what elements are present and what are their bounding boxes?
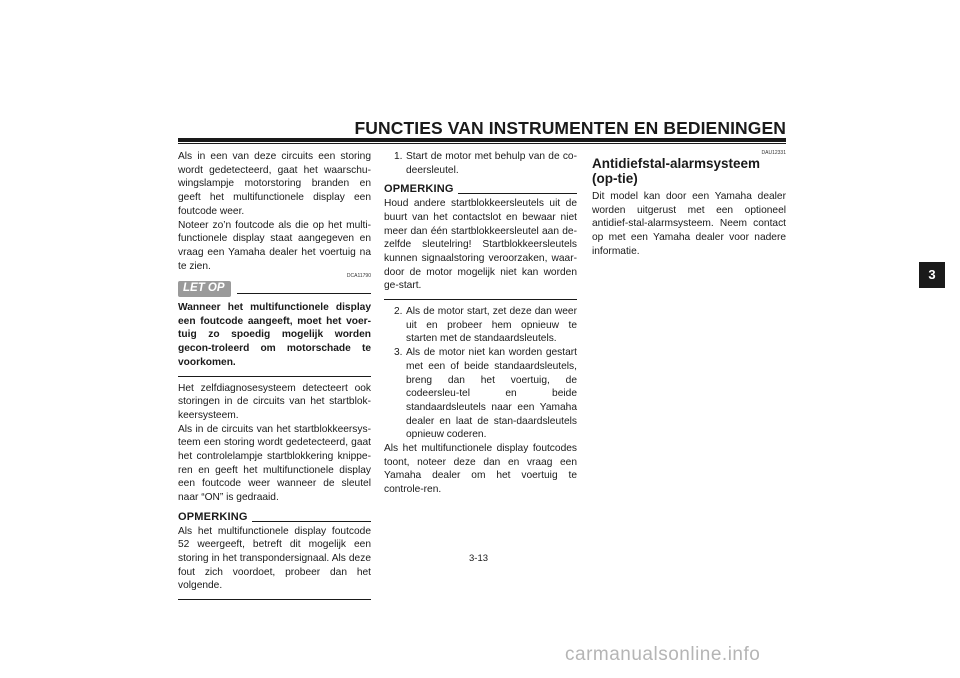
note-end-rule xyxy=(178,599,371,600)
list-number: 3. xyxy=(394,347,403,359)
note-end-rule xyxy=(384,299,577,300)
paragraph: Als het multifunctionele display foutcodes toont, noteer deze dan en vraag een Yamaha dealer om het voertuig te controle-ren. xyxy=(384,443,577,496)
caution-text: Wanneer het multifunctionele display een foutcode aangeeft, moet het voer-tuig zo spoedig mogelijk worden gecon-troleerd om motorschade te voorkomen. xyxy=(178,302,371,368)
list-number: 2. xyxy=(394,306,403,318)
chapter-tab: 3 xyxy=(919,262,945,288)
paragraph: Als in een van deze circuits een storing wordt gedetecteerd, gaat het waarschu-wingslampje motorstoring branden en geeft het multifunctionele display een foutcode weer. xyxy=(178,151,371,217)
reference-code: DAU12331 xyxy=(761,150,786,156)
caution-badge: LET OP xyxy=(178,281,231,297)
paragraph: Noteer zo’n foutcode als die op het multi-functionele display staat aangegeven en vraag een Yamaha dealer het voertuig na te zien. xyxy=(178,219,371,272)
section-title: Antidiefstal-alarmsysteem (op-tie) xyxy=(592,156,761,186)
column-middle xyxy=(384,150,577,497)
note-rule xyxy=(458,193,577,194)
list-text: Als de motor start, zet deze dan weer uit en probeer hem opnieuw te starten met de standaardsleutels. xyxy=(406,306,577,345)
caution-end-rule xyxy=(178,376,371,377)
list-item xyxy=(384,346,577,442)
note-text: Houd andere startblokkeersleutels uit de buurt van het contactslot en bewaar niet meer dan één startblokkeersleutel aan de-zelfde sleutelring! Startblokkeersleutels kunnen signaalstoring veroorzaken, waar-door de motor mogelijk niet kan worden ge-start. xyxy=(384,198,577,292)
list-text: Als de motor niet kan worden gestart met een of beide standaardsleutels, breng dan het voertuig, de codeersleu-tel en beide standaardsleutels naar een Yamaha dealer en laat de stan-daardsleutels opnieuw coderen. xyxy=(406,347,577,441)
paragraph: Het zelfdiagnosesysteem detecteert ook storingen in de circuits van het startblok-keersysteem. xyxy=(178,382,371,421)
list-text: Start de motor met behulp van de co-deersleutel. xyxy=(406,151,577,176)
watermark: carmanualsonline.info xyxy=(565,644,761,665)
column-right xyxy=(592,150,786,259)
paragraph: Dit model kan door een Yamaha dealer worden uitgerust met een optioneel antidief-stal-alarmsysteem. Neem contact op met een Yamaha dealer voor nadere informatie. xyxy=(592,191,786,257)
caution-header xyxy=(178,281,371,297)
header-rule xyxy=(178,138,786,142)
list-item xyxy=(384,150,577,177)
reference-code: DCA11790 xyxy=(346,273,371,280)
note-rule xyxy=(252,521,371,522)
note-text: Als het multifunctionele display foutcode 52 weergeeft, betreft dit mogelijk een storing in het transpondersignaal. Als deze fout zich voordoet, probeer dan het volgende. xyxy=(178,525,371,592)
note-header xyxy=(178,511,371,525)
header-rule-thin xyxy=(178,143,786,144)
list-item xyxy=(384,305,577,346)
page-number: 3-13 xyxy=(469,553,489,564)
note-header xyxy=(384,183,577,197)
caution-rule xyxy=(237,293,371,294)
list-number: 1. xyxy=(394,151,403,162)
note-label: OPMERKING xyxy=(178,510,248,523)
column-left xyxy=(178,150,371,605)
note-label: OPMERKING xyxy=(384,183,454,196)
page-header-title: FUNCTIES VAN INSTRUMENTEN EN BEDIENINGEN xyxy=(354,118,786,138)
paragraph: Als in de circuits van het startblokkeersys-teem een storing wordt gedetecteerd, gaat het controlelampje startblokkering knippe-ren en geeft het multifunctionele display een foutcode weer wanneer de sleutel naar “ON” is gedraaid. xyxy=(178,423,371,504)
